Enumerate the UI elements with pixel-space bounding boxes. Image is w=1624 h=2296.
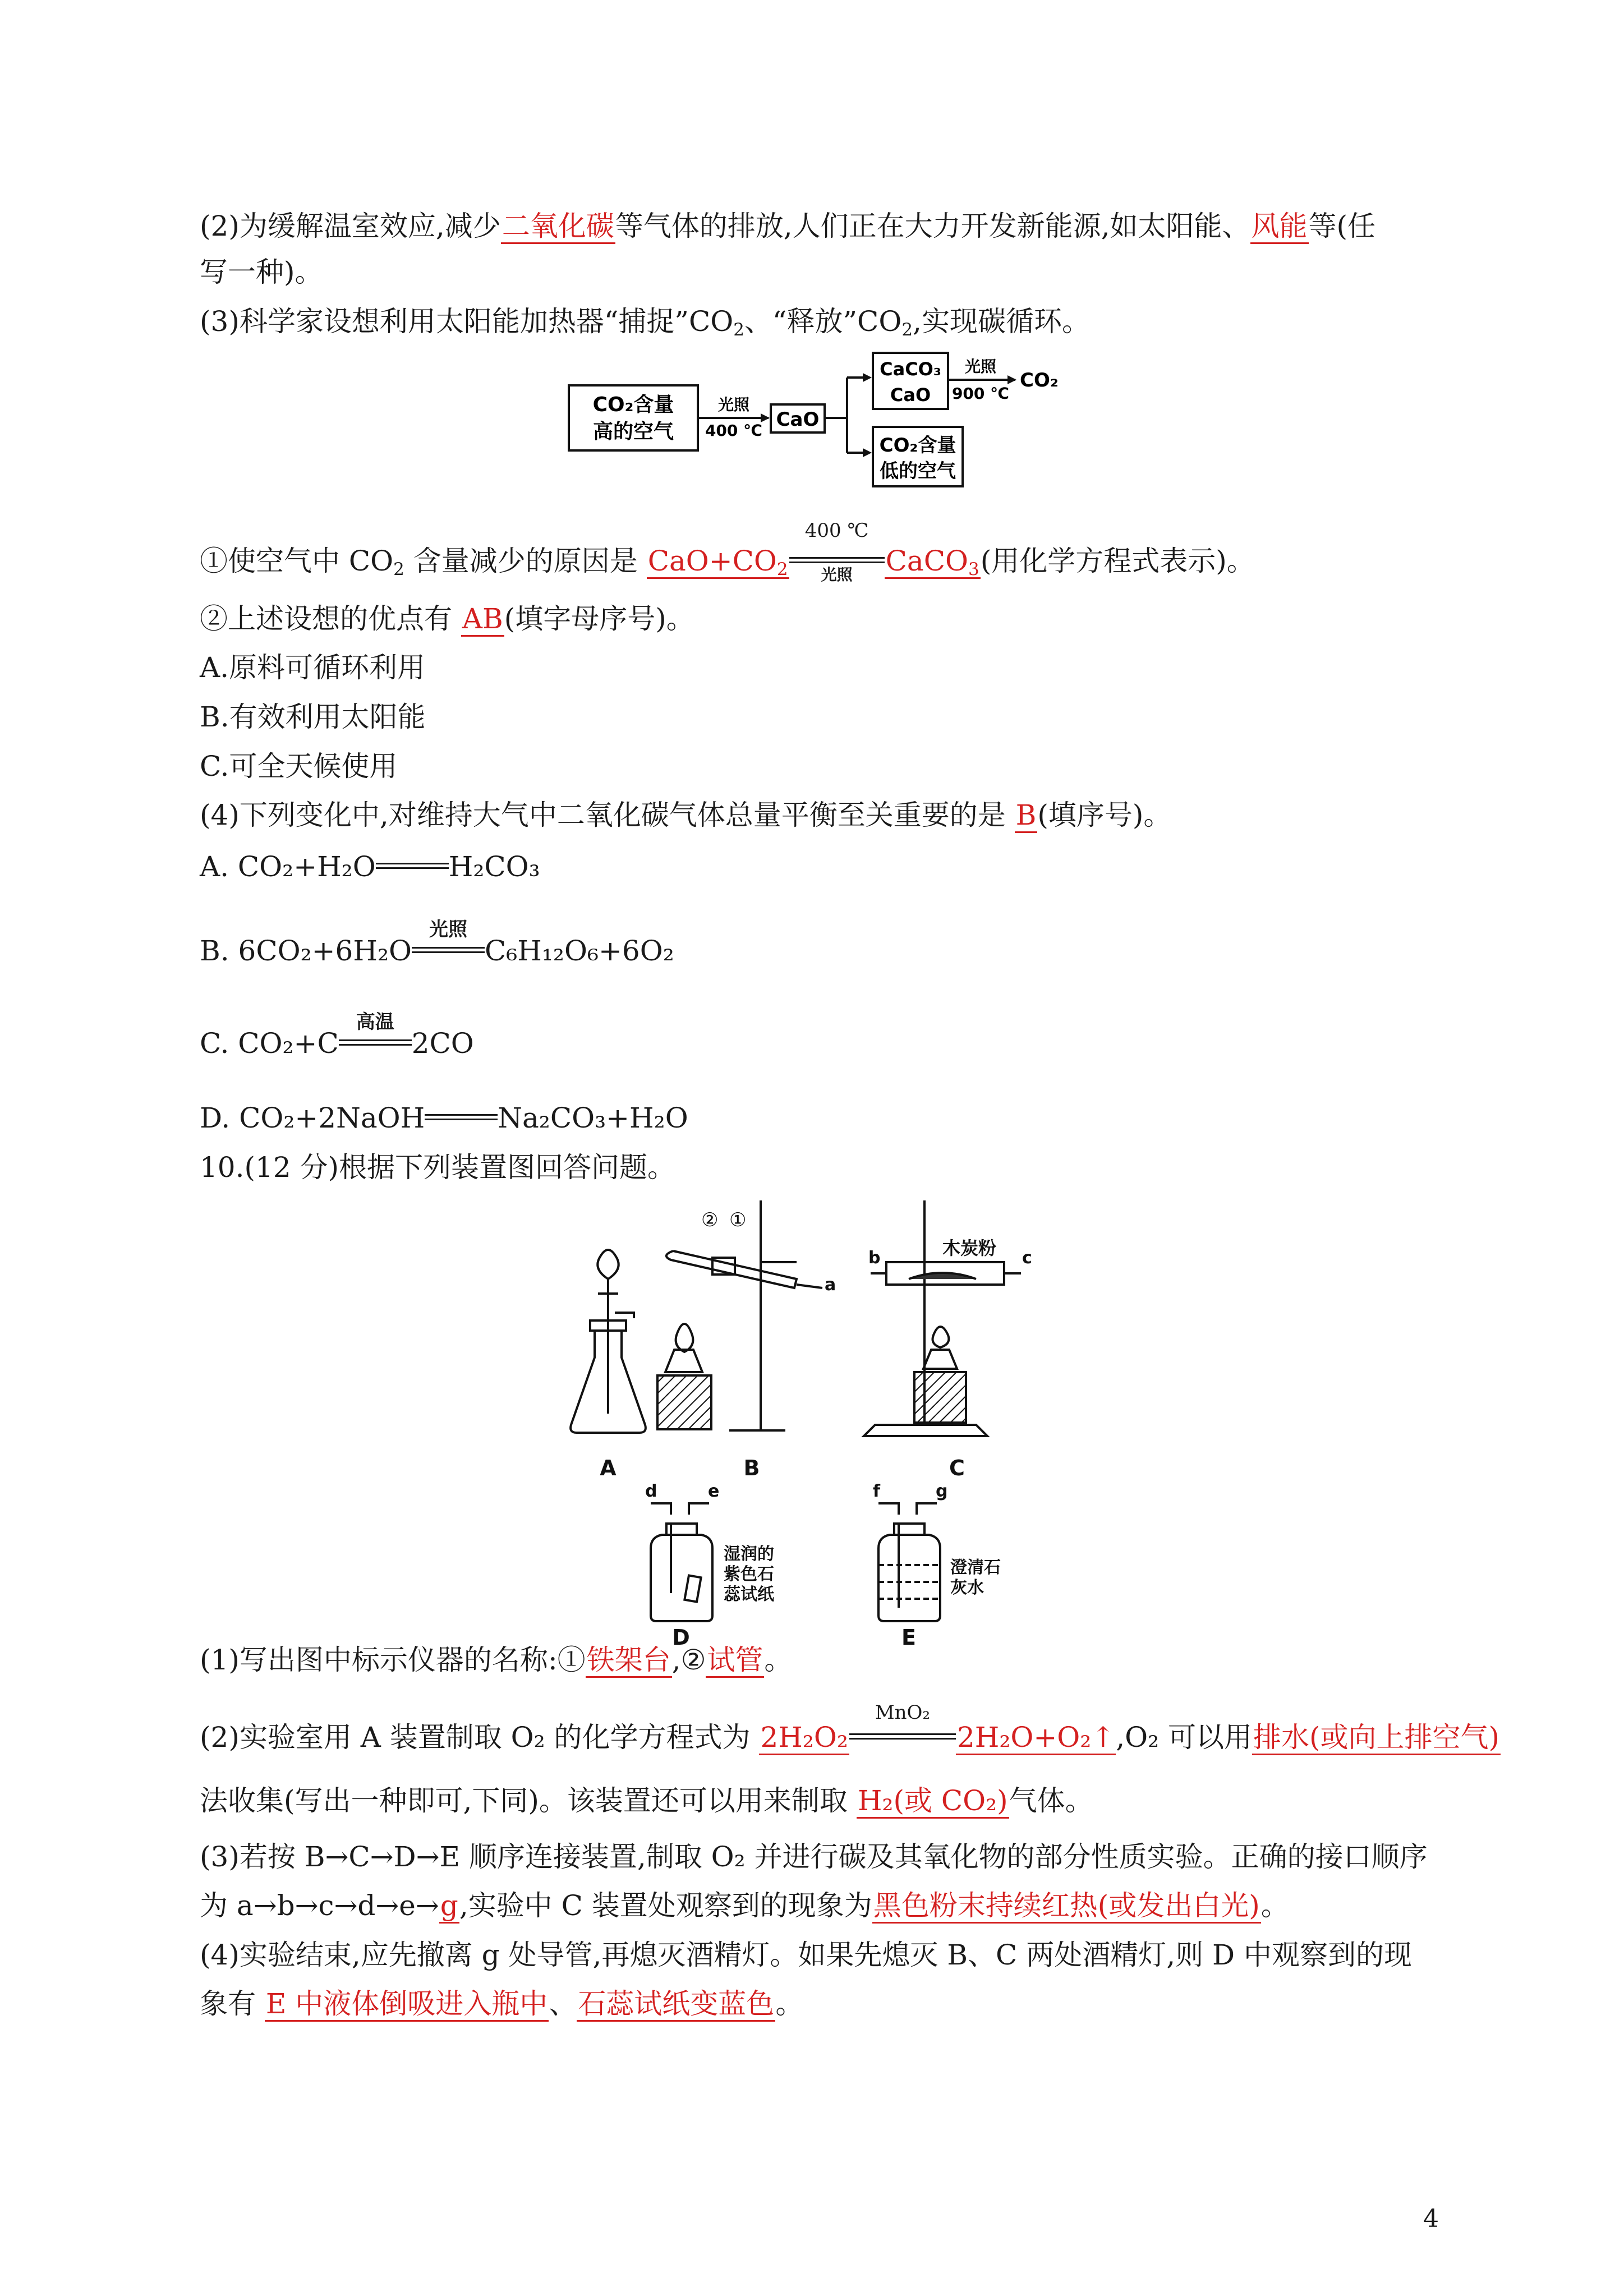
arrow2-condition-top: 光照: [964, 357, 997, 376]
q9-sub1-line: ①使空气中 $CO_2$ 含量减少的原因是 $CaO+CO_2$ 400 ℃ 光照 CaCO$_3$(用化学方程式表示)。: [200, 519, 1255, 584]
answer-products: 2H₂O+O₂↑: [956, 1721, 1116, 1755]
q10-part2-line2: 法收集(写出一种即可,下同)。该装置还可以用来制取 H₂(或 CO₂)气体。: [200, 1787, 1093, 1815]
circle-two: ②: [701, 1209, 719, 1231]
q10-part3-line2: 为 a→b→c→d→e→g,实验中 C 装置处观察到的现象为黑色粉末持续红热(或发出白光)。: [200, 1892, 1289, 1920]
equation-c: C. CO₂+C 高温 2CO: [200, 1011, 474, 1060]
limewater-label-1: 澄清石: [950, 1558, 1001, 1577]
q9-part4-line: (4)下列变化中,对维持大气中二氧化碳气体总量平衡至关重要的是 B(填序号)。: [200, 801, 1171, 829]
equation-b: B. 6CO₂+6H₂O 光照 C₆H₁₂O₆+6O₂: [200, 918, 674, 967]
arrow2-condition-bottom: 900 ℃: [951, 384, 1010, 403]
equation-condition-bar: 400 ℃ 光照: [789, 556, 885, 565]
apparatus-diagram: [561, 1200, 1077, 1650]
apparatus-c: [864, 1200, 1032, 1480]
option-c: C.可全天候使用: [200, 750, 398, 783]
box-cao: CaO: [776, 408, 820, 431]
answer-carbon-dioxide: 二氧化碳: [501, 210, 615, 244]
box-caco3-line1: CaCO₃: [880, 358, 941, 380]
q10-part3-line1: (3)若按 B→C→D→E 顺序连接装置,制取 O₂ 并进行碳及其氧化物的部分性质实验。正确的接口顺序: [200, 1841, 1428, 1873]
litmus-label-1: 湿润的: [724, 1544, 774, 1564]
arrow1-condition-top: 光照: [717, 395, 750, 414]
box-high-co2-line2: 高的空气: [592, 420, 674, 443]
equation-a: A. CO₂+H₂O H₂CO₃: [200, 850, 540, 883]
answer-wind-energy: 风能: [1250, 210, 1309, 244]
q9-part2-line2: 写一种)。: [200, 256, 323, 288]
carbon-capture-flow-diagram: [567, 351, 1083, 491]
port-f: f: [873, 1481, 881, 1501]
equation-d: D. CO₂+2NaOH Na₂CO₃+H₂O: [200, 1102, 688, 1134]
port-g: g: [936, 1481, 948, 1501]
page-number: 4: [1423, 2205, 1439, 2233]
port-a: a: [825, 1275, 836, 1295]
arrow1-condition-bottom: 400 ℃: [705, 421, 763, 440]
port-e: e: [708, 1481, 720, 1501]
label-a: A: [600, 1456, 617, 1480]
litmus-label-3: 蕊试纸: [724, 1585, 774, 1604]
circle-one: ①: [729, 1209, 747, 1231]
q10-part2-line1: (2)实验室用 A 装置制取 O₂ 的化学方程式为 2H₂O₂ MnO₂ 2H₂O+O₂↑,O₂ 可以用排水(或向上排空气): [200, 1723, 1501, 1751]
answer-phenomenon: 黑色粉末持续红热(或发出白光): [872, 1889, 1261, 1924]
label-d: D: [672, 1625, 690, 1650]
label-c: C: [949, 1456, 965, 1480]
apparatus-b: [657, 1200, 836, 1480]
box-high-co2-line1: CO₂含量: [592, 393, 674, 416]
apparatus-e: [873, 1481, 1001, 1650]
q9-part3-intro: (3)科学家设想利用太阳能加热器“捕捉$”CO_2$、“释放$”CO_2$,实现碳循环。: [200, 305, 1090, 340]
answer-collection-method: 排水(或向上排空气): [1252, 1721, 1501, 1755]
port-d: d: [645, 1481, 657, 1501]
limewater-label-2: 灰水: [950, 1578, 984, 1598]
port-b: b: [868, 1248, 881, 1268]
answer-ab: AB: [461, 602, 504, 637]
product-co2: CO₂: [1020, 369, 1059, 392]
answer-b: B: [1015, 799, 1038, 833]
q9-part2-line1: (2)为缓解温室效应,减少二氧化碳等气体的排放,人们正在大力开发新能源,如太阳能、风能等(任: [200, 212, 1375, 240]
answer-iron-stand: 铁架台: [586, 1644, 672, 1678]
q9-sub2-line: ②上述设想的优点有 AB(填字母序号)。: [200, 605, 694, 633]
q10-part4-line1: (4)实验结束,应先撤离 g 处导管,再熄灭酒精灯。如果先熄灭 B、C 两处酒精灯,则 D 中观察到的现: [200, 1939, 1412, 1971]
q10-part1-line: (1)写出图中标示仪器的名称:①铁架台,②试管。: [200, 1646, 792, 1674]
answer-port-g: g: [439, 1889, 459, 1924]
option-a: A.原料可循环利用: [200, 651, 426, 684]
q10-title: 10.(12 分)根据下列装置图回答问题。: [200, 1151, 676, 1184]
apparatus-d: [645, 1481, 775, 1650]
answer-test-tube: 试管: [706, 1644, 764, 1678]
answer-backflow: E 中液体倒吸进入瓶中: [265, 1987, 549, 2022]
port-c: c: [1022, 1248, 1032, 1268]
answer-other-gas: H₂(或 CO₂): [857, 1784, 1009, 1819]
litmus-label-2: 紫色石: [724, 1565, 774, 1584]
answer-litmus-blue: 石蕊试纸变蓝色: [577, 1987, 775, 2022]
q10-part4-line2: 象有 E 中液体倒吸进入瓶中、石蕊试纸变蓝色。: [200, 1990, 803, 2018]
label-e: E: [901, 1625, 916, 1650]
answer-equation-left: $CaO+CO_2$: [647, 545, 788, 579]
apparatus-a: [571, 1250, 646, 1480]
label-b: B: [743, 1456, 760, 1480]
option-b: B.有效利用太阳能: [200, 701, 426, 733]
charcoal-label: 木炭粉: [942, 1237, 997, 1259]
box-low-co2-line1: CO₂含量: [879, 434, 956, 457]
answer-equation-right: CaCO$_3$: [885, 545, 979, 579]
box-low-co2-line2: 低的空气: [880, 460, 956, 482]
mno2-condition-bar: MnO₂: [849, 1732, 956, 1741]
box-caco3-line2: CaO: [890, 384, 931, 406]
answer-h2o2: 2H₂O₂: [759, 1721, 849, 1755]
